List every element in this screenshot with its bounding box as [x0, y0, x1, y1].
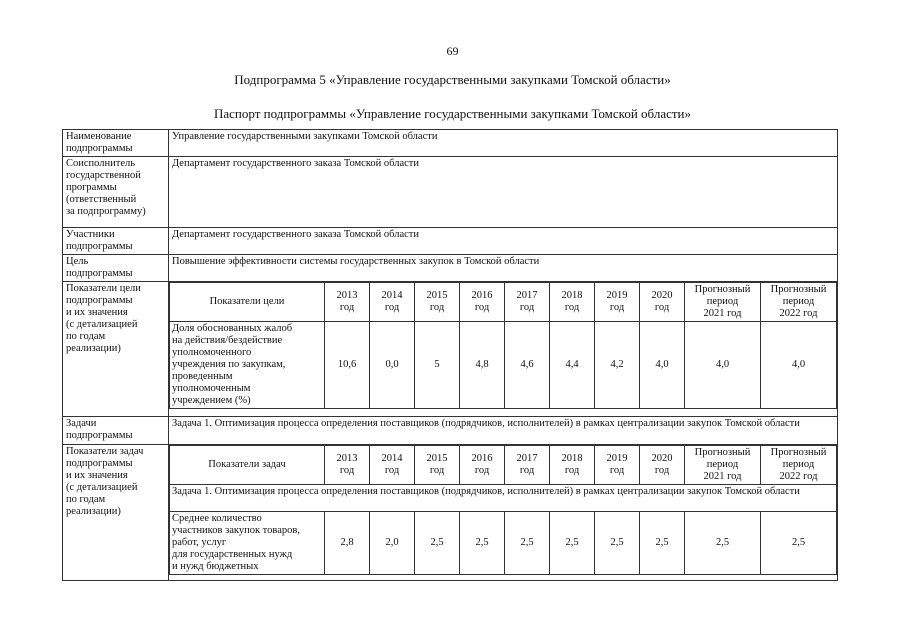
indicator-value: 4,8	[460, 322, 505, 409]
year-header: 2016 год	[460, 446, 505, 485]
goal-indicators-table	[169, 282, 837, 409]
row-label: Задачи подпрограммы	[63, 417, 169, 445]
row-label: Цель подпрограммы	[63, 255, 169, 282]
indicator-value: 4,2	[595, 322, 640, 409]
task-indicators-cell	[169, 445, 838, 581]
year-header: 2017 год	[505, 446, 550, 485]
year-header: 2017 год	[505, 283, 550, 322]
goal-indicators-cell	[169, 282, 838, 417]
indicator-value: 2,5	[685, 512, 761, 575]
task-text-row	[170, 485, 837, 512]
row-value: Департамент государственного заказа Томской области	[169, 228, 838, 255]
table-row	[63, 130, 838, 157]
indicator-header-name: Показатели цели	[170, 283, 325, 322]
year-header: 2013 год	[325, 283, 370, 322]
indicator-row	[170, 322, 837, 409]
year-header: Прогнозный период 2021 год	[685, 283, 761, 322]
table-row	[63, 228, 838, 255]
row-value: Задача 1. Оптимизация процесса определения поставщиков (подрядчиков, исполнителей) в рамках централизации закупок Томской области	[169, 417, 838, 445]
row-value: Повышение эффективности системы государственных закупок в Томской области	[169, 255, 838, 282]
table-row	[63, 255, 838, 282]
indicator-value: 2,5	[415, 512, 460, 575]
year-header: 2014 год	[370, 283, 415, 322]
year-header: 2016 год	[460, 283, 505, 322]
indicator-value: 4,0	[761, 322, 837, 409]
page-subtitle: Паспорт подпрограммы «Управление государственными закупками Томской области»	[214, 106, 691, 121]
year-header: Прогнозный период 2022 год	[761, 283, 837, 322]
table-row	[63, 282, 838, 417]
indicator-row	[170, 512, 837, 575]
indicator-value: 2,5	[595, 512, 640, 575]
indicator-value: 2,5	[550, 512, 595, 575]
indicator-value: 2,0	[370, 512, 415, 575]
page-title: Подпрограмма 5 «Управление государственными закупками Томской области»	[234, 72, 671, 87]
indicator-header-row	[170, 283, 837, 322]
passport-table	[62, 129, 838, 581]
table-row	[63, 417, 838, 445]
year-header: 2019 год	[595, 446, 640, 485]
indicator-value: 2,5	[761, 512, 837, 575]
year-header: 2018 год	[550, 446, 595, 485]
indicator-header-row	[170, 446, 837, 485]
row-label: Соисполнитель государственной программы (ответственный за подпрограмму)	[63, 157, 169, 228]
indicator-value: 5	[415, 322, 460, 409]
table-row	[63, 445, 838, 581]
year-header: 2019 год	[595, 283, 640, 322]
indicator-value: 4,4	[550, 322, 595, 409]
indicator-value: 2,5	[640, 512, 685, 575]
row-label: Участники подпрограммы	[63, 228, 169, 255]
indicator-value: 2,5	[460, 512, 505, 575]
indicator-value: 0,0	[370, 322, 415, 409]
page-number: 69	[446, 44, 459, 58]
indicator-value: 2,8	[325, 512, 370, 575]
year-header: 2015 год	[415, 446, 460, 485]
indicator-header-name: Показатели задач	[170, 446, 325, 485]
row-label: Показатели задач подпрограммы и их значения (с детализацией по годам реализации)	[63, 445, 169, 581]
row-label: Показатели цели подпрограммы и их значения (с детализацией по годам реализации)	[63, 282, 169, 417]
year-header: Прогнозный период 2021 год	[685, 446, 761, 485]
indicator-value: 2,5	[505, 512, 550, 575]
indicator-value: 10,6	[325, 322, 370, 409]
year-header: 2014 год	[370, 446, 415, 485]
indicator-value: 4,0	[640, 322, 685, 409]
row-value: Управление государственными закупками Томской области	[169, 130, 838, 157]
row-value: Департамент государственного заказа Томской области	[169, 157, 838, 228]
task-indicators-table	[169, 445, 837, 575]
task-text: Задача 1. Оптимизация процесса определения поставщиков (подрядчиков, исполнителей) в рамках централизации закупок Томской области	[170, 485, 837, 512]
indicator-value: 4,0	[685, 322, 761, 409]
table-row	[63, 157, 838, 228]
year-header: 2020 год	[640, 446, 685, 485]
year-header: 2015 год	[415, 283, 460, 322]
year-header: 2018 год	[550, 283, 595, 322]
indicator-name: Доля обоснованных жалоб на действия/бездействие уполномоченного учреждения по закупкам, проведенным уполномоченным учреждением (%)	[170, 322, 325, 409]
row-label: Наименование подпрограммы	[63, 130, 169, 157]
indicator-value: 4,6	[505, 322, 550, 409]
year-header: 2013 год	[325, 446, 370, 485]
indicator-name: Среднее количество участников закупок товаров, работ, услуг для государственных нужд и нужд бюджетных	[170, 512, 325, 575]
year-header: 2020 год	[640, 283, 685, 322]
year-header: Прогнозный период 2022 год	[761, 446, 837, 485]
